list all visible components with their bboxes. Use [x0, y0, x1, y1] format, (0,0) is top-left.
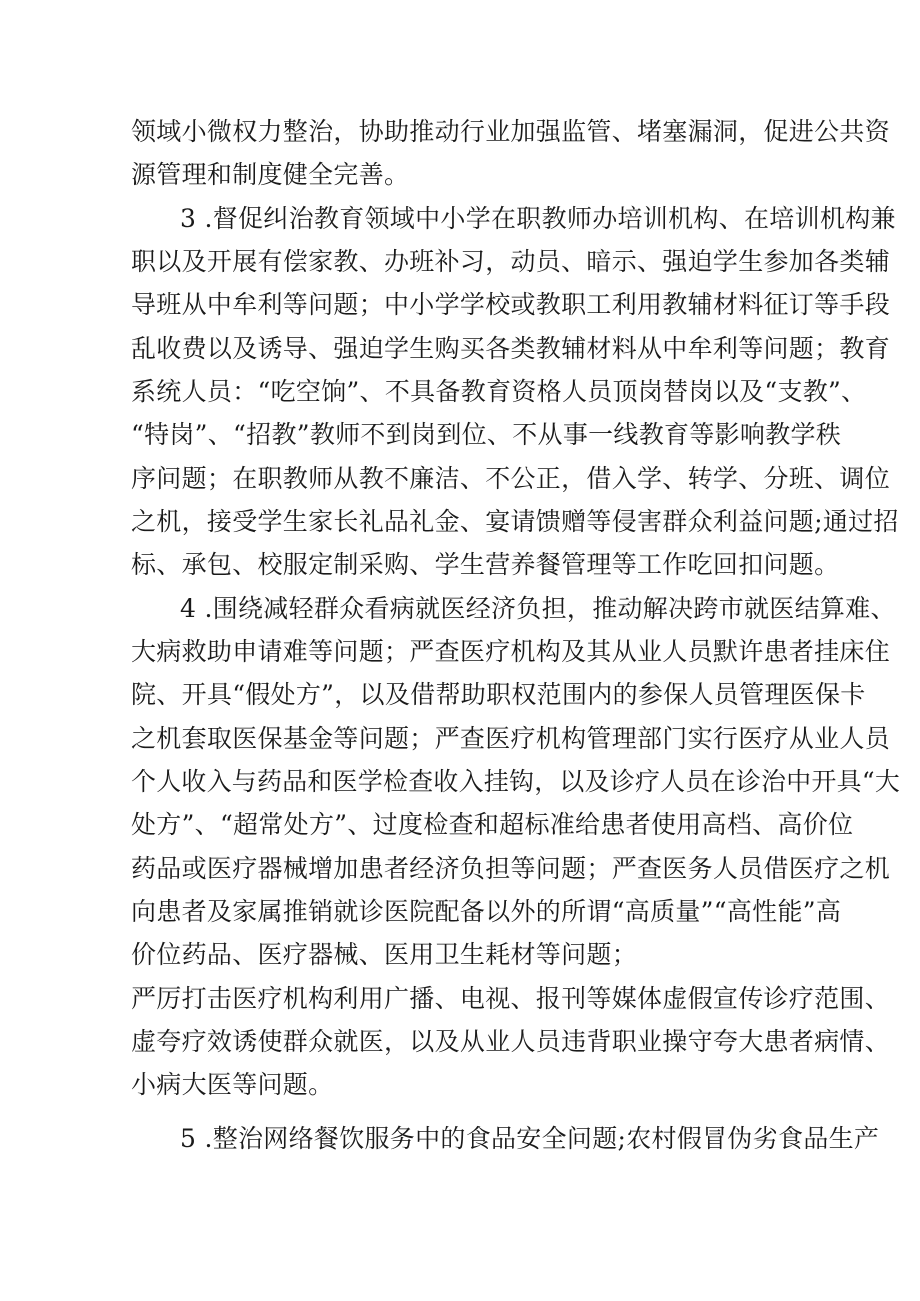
- text-line: 导班从中牟利等问题；中小学学校或教职工利用教辅材料征订等手段: [131, 290, 891, 319]
- text-line: 价位药品、医疗器械、医用卫生耗材等问题；: [131, 940, 638, 969]
- text-line: 小病大医等问题。: [131, 1070, 334, 1099]
- paragraph-5-first-line: 5 .整治网络餐饮服务中的食品安全问题;农村假冒伪劣食品生产: [180, 1124, 880, 1153]
- text-line: 院、开具“假处方”，以及借帮助职权范围内的参保人员管理医保卡: [131, 680, 866, 709]
- paragraph-4-first-line: 4 .围绕减轻群众看病就医经济负担，推动解决跨市就医结算难、: [180, 594, 896, 623]
- text-line: “特岗”、“招教”教师不到岗到位、不从事一线教育等影响教学秩: [131, 420, 842, 449]
- text-line: 个人收入与药品和医学检查收入挂钩，以及诊疗人员在诊治中开具“大: [131, 767, 901, 796]
- paragraph-3-first-line: 3 .督促纠治教育领域中小学在职教师办培训机构、在培训机构兼: [180, 204, 896, 233]
- text-line: 领域小微权力整治，协助推动行业加强监管、堵塞漏洞，促进公共资: [131, 117, 891, 146]
- text-line: 源管理和制度健全完善。: [131, 160, 410, 189]
- text-line: 之机，接受学生家长礼品礼金、宴请馈赠等侵害群众利益问题;通过招: [131, 507, 899, 536]
- text-line: 向患者及家属推销就诊医院配备以外的所谓“高质量”“高性能”高: [131, 897, 842, 926]
- text-line: 药品或医疗器械增加患者经济负担等问题；严查医务人员借医疗之机: [131, 854, 891, 883]
- text-line: 之机套取医保基金等问题；严查医疗机构管理部门实行医疗从业人员: [131, 724, 891, 753]
- text-line: 乱收费以及诱导、强迫学生购买各类教辅材料从中牟利等问题；教育: [131, 334, 891, 363]
- text-line: 职以及开展有偿家教、办班补习，动员、暗示、强迫学生参加各类辅: [131, 247, 891, 276]
- text-line: 系统人员：“吃空饷”、不具备教育资格人员顶岗替岗以及“支教”、: [131, 377, 867, 406]
- text-line: 序问题；在职教师从教不廉洁、不公正，借入学、转学、分班、调位: [131, 464, 891, 493]
- text-line: 处方”、“超常处方”、过度检查和超标准给患者使用高档、高价位: [131, 810, 854, 839]
- text-line: 大病救助申请难等问题；严查医疗机构及其从业人员默许患者挂床住: [131, 637, 891, 666]
- text-line: 严厉打击医疗机构利用广播、电视、报刊等媒体虚假宣传诊疗范围、: [131, 984, 891, 1013]
- text-line: 标、承包、校服定制采购、学生营养餐管理等工作吃回扣问题。: [131, 550, 840, 579]
- text-line: 虚夸疗效诱使群众就医，以及从业人员违背职业操守夸大患者病情、: [131, 1027, 891, 1056]
